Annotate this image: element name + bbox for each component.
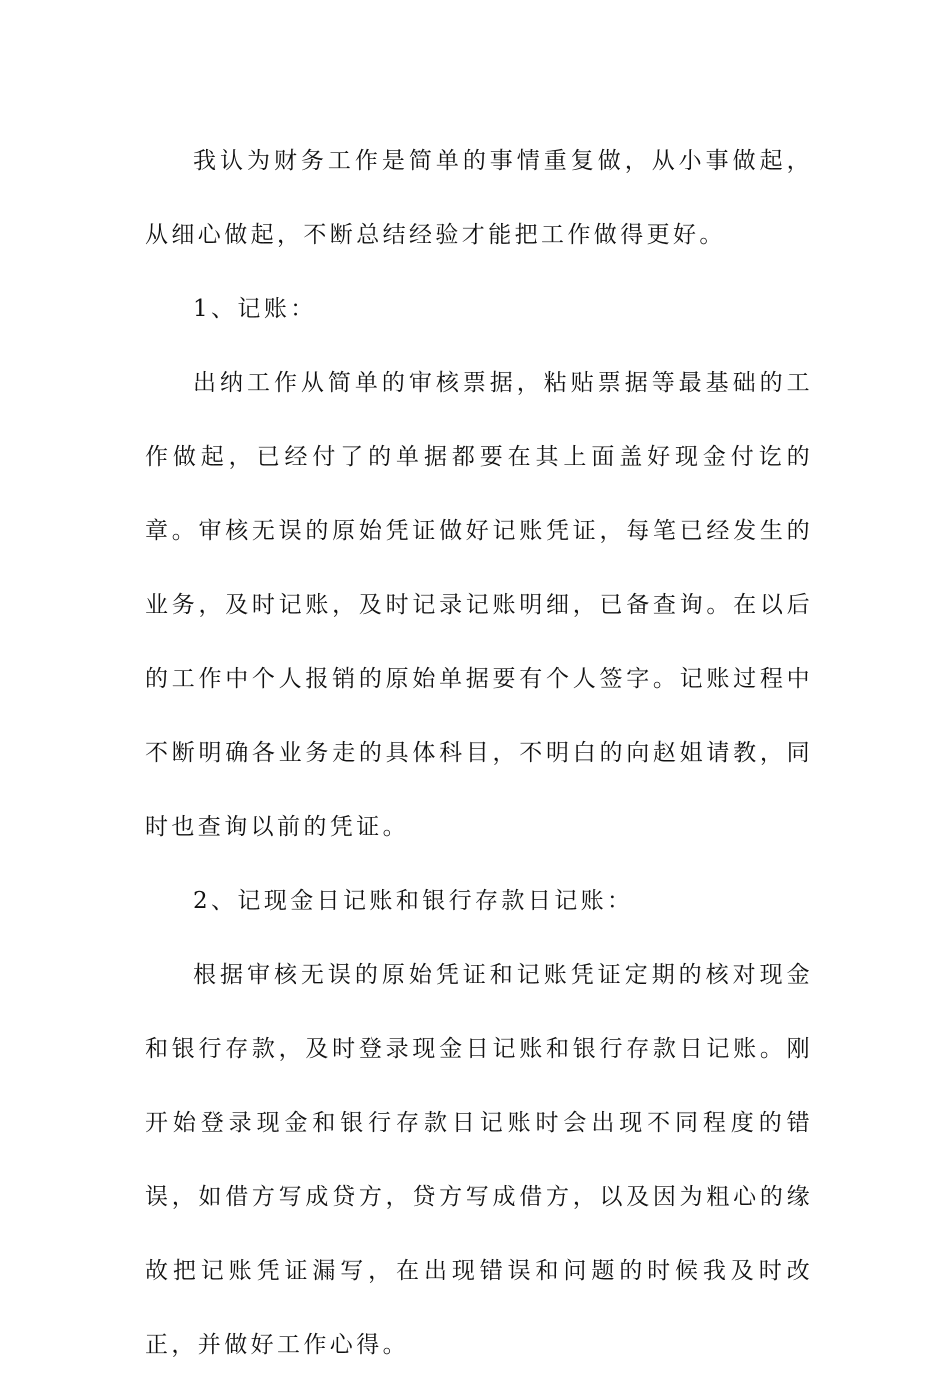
paragraph-intro: 我认为财务工作是简单的事情重复做，从小事做起，从细心做起，不断总结经验才能把工作做得更好。 xyxy=(145,148,813,248)
paragraph-bookkeeping: 出纳工作从简单的审核票据，粘贴票据等最基础的工作做起，已经付了的单据都要在其上面盖好现金付讫的章。审核无误的原始凭证做好记账凭证，每笔已经发生的业务，及时记账，及时记录记账明细，已备查询。在以后的工作中个人报销的原始单据要有个人签字。记账过程中不断明确各业务走的具体科目，不明白的向赵姐请教，同时也查询以前的凭证。 xyxy=(145,370,813,840)
section-heading-bookkeeping: 1、记账： xyxy=(193,296,317,322)
section-heading-journals: 2、记现金日记账和银行存款日记账： xyxy=(193,888,634,914)
document-body xyxy=(145,124,813,1382)
paragraph-journals: 根据审核无误的原始凭证和记账凭证定期的核对现金和银行存款，及时登录现金日记账和银行存款日记账。刚开始登录现金和银行存款日记账时会出现不同程度的错误，如借方写成贷方，贷方写成借方，以及因为粗心的缘故把记账凭证漏写，在出现错误和问题的时候我及时改正，并做好工作心得。 xyxy=(145,962,813,1358)
